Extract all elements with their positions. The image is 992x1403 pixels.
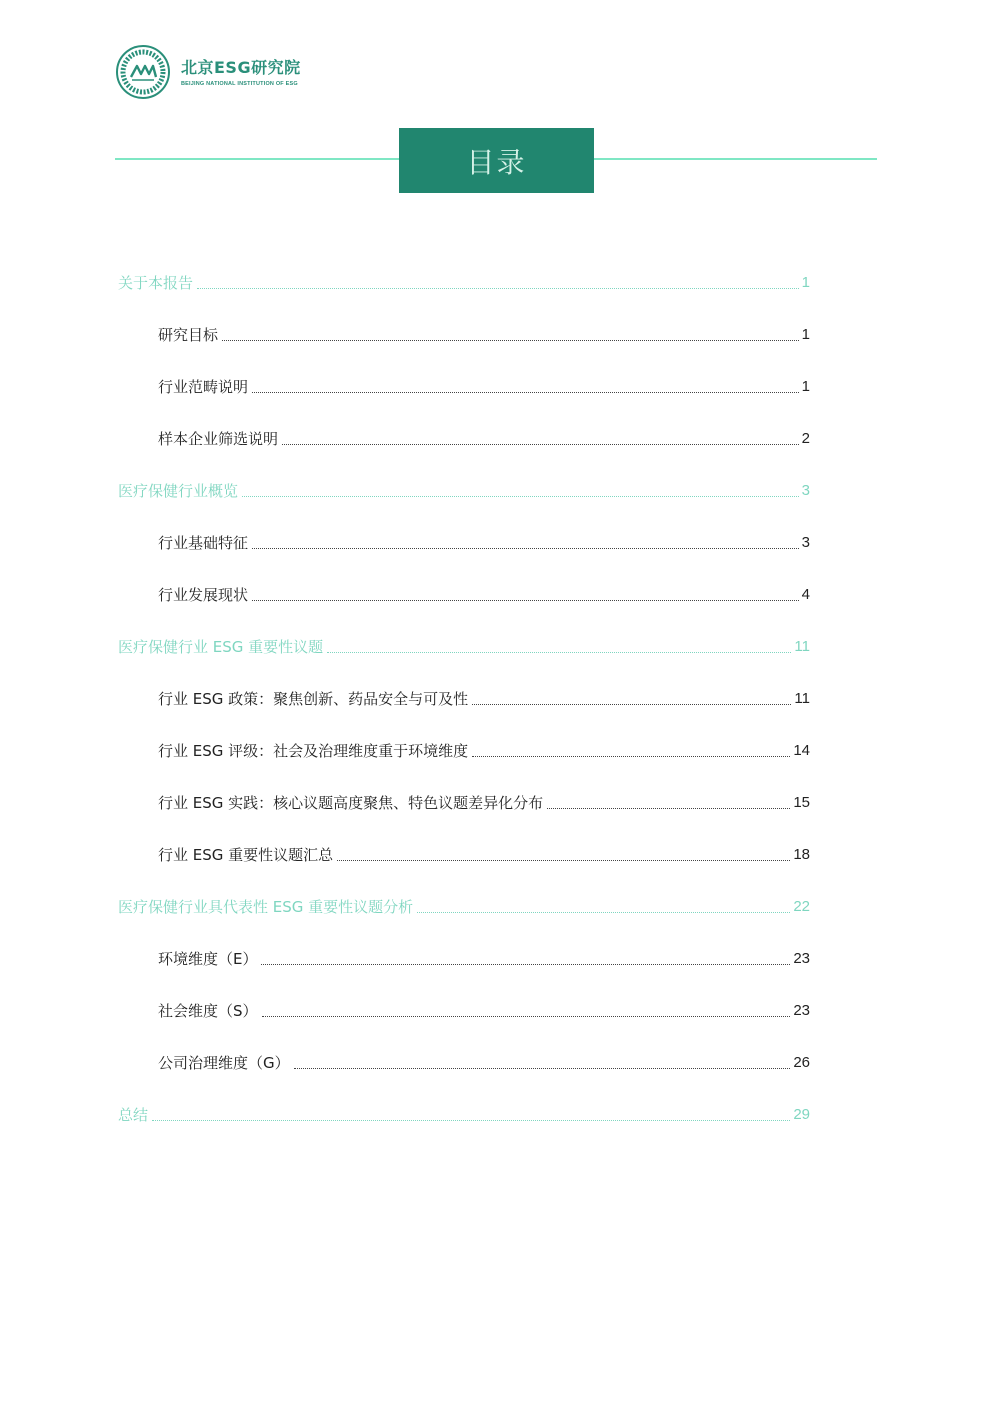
toc-subsection-entry[interactable] [118,308,810,360]
toc-page-number: 18 [793,845,810,863]
toc-dot-leader [261,964,790,965]
toc-subsection-entry[interactable] [118,672,810,724]
toc-subsection-entry[interactable] [118,568,810,620]
toc-subsection-entry[interactable] [118,776,810,828]
toc-dot-leader [252,600,799,601]
toc-page-number: 4 [801,585,810,603]
logo-subtitle: BEIJING NATIONAL INSTITUTION OF ESG [181,80,298,87]
toc-dot-leader [337,860,790,861]
logo-name: 北京ESG研究院 [181,57,301,77]
toc-page-number: 1 [801,325,810,343]
toc-dot-leader [252,392,799,393]
toc-subsection-entry[interactable] [118,932,810,984]
toc-section-entry[interactable] [118,880,810,932]
toc-subsection-entry[interactable] [118,724,810,776]
toc-entry-label: 行业 ESG 政策：聚焦创新、药品安全与可及性 [158,689,469,708]
toc-subsection-entry[interactable] [118,984,810,1036]
toc-page-number: 2 [801,429,810,447]
toc-entry-label: 关于本报告 [118,273,194,292]
toc-dot-leader [417,912,790,913]
toc-page-number: 3 [801,481,810,499]
toc-entry-label: 医疗保健行业具代表性 ESG 重要性议题分析 [118,897,414,916]
toc-entry-label: 研究目标 [158,325,219,344]
toc-dot-leader [242,496,799,497]
toc-dot-leader [327,652,791,653]
toc-entry-label: 行业 ESG 重要性议题汇总 [158,845,334,864]
toc-entry-label: 行业范畴说明 [158,377,249,396]
toc-entry-label: 环境维度（E） [158,949,258,968]
toc-dot-leader [152,1120,790,1121]
toc-subsection-entry[interactable] [118,516,810,568]
toc-section-entry[interactable] [118,1088,810,1140]
toc-entry-label: 行业基础特征 [158,533,249,552]
toc-entry-label: 社会维度（S） [158,1001,258,1020]
toc-dot-leader [262,1016,791,1017]
toc-section-entry[interactable] [118,256,810,308]
institute-logo [115,44,301,100]
toc-section-entry[interactable] [118,464,810,516]
toc-entry-label: 公司治理维度（G） [158,1053,290,1072]
toc-entry-label: 行业发展现状 [158,585,249,604]
toc-subsection-entry[interactable] [118,360,810,412]
title-box [399,128,594,193]
toc-page-number: 1 [801,273,810,291]
toc-subsection-entry[interactable] [118,412,810,464]
toc-page-number: 11 [794,689,810,707]
toc-page-number: 3 [801,533,810,551]
toc-page-number: 15 [793,793,810,811]
toc-page-number: 1 [801,377,810,395]
toc-section-entry[interactable] [118,620,810,672]
toc-dot-leader [472,756,790,757]
toc-entry-label: 样本企业筛选说明 [158,429,279,448]
toc-entry-label: 行业 ESG 评级：社会及治理维度重于环境维度 [158,741,469,760]
toc-entry-label: 医疗保健行业概览 [118,481,239,500]
toc-dot-leader [294,1068,791,1069]
toc-dot-leader [197,288,799,289]
toc-dot-leader [282,444,799,445]
toc-page-number: 29 [793,1105,810,1123]
toc-page-number: 14 [793,741,810,759]
toc-dot-leader [472,704,791,705]
toc-page-number: 23 [793,949,810,967]
toc-dot-leader [252,548,799,549]
toc-entry-label: 医疗保健行业 ESG 重要性议题 [118,637,324,656]
toc-subsection-entry[interactable] [118,1036,810,1088]
toc-subsection-entry[interactable] [118,828,810,880]
toc-page-number: 22 [793,897,810,915]
toc-page-number: 26 [793,1053,810,1071]
page-title: 目录 [466,145,527,179]
toc-dot-leader [547,808,790,809]
institute-emblem-icon [115,44,171,100]
table-of-contents [118,256,810,1140]
toc-entry-label: 行业 ESG 实践：核心议题高度聚焦、特色议题差异化分布 [158,793,544,812]
toc-entry-label: 总结 [118,1105,149,1124]
toc-page-number: 11 [794,637,810,655]
toc-dot-leader [222,340,799,341]
toc-page-number: 23 [793,1001,810,1019]
